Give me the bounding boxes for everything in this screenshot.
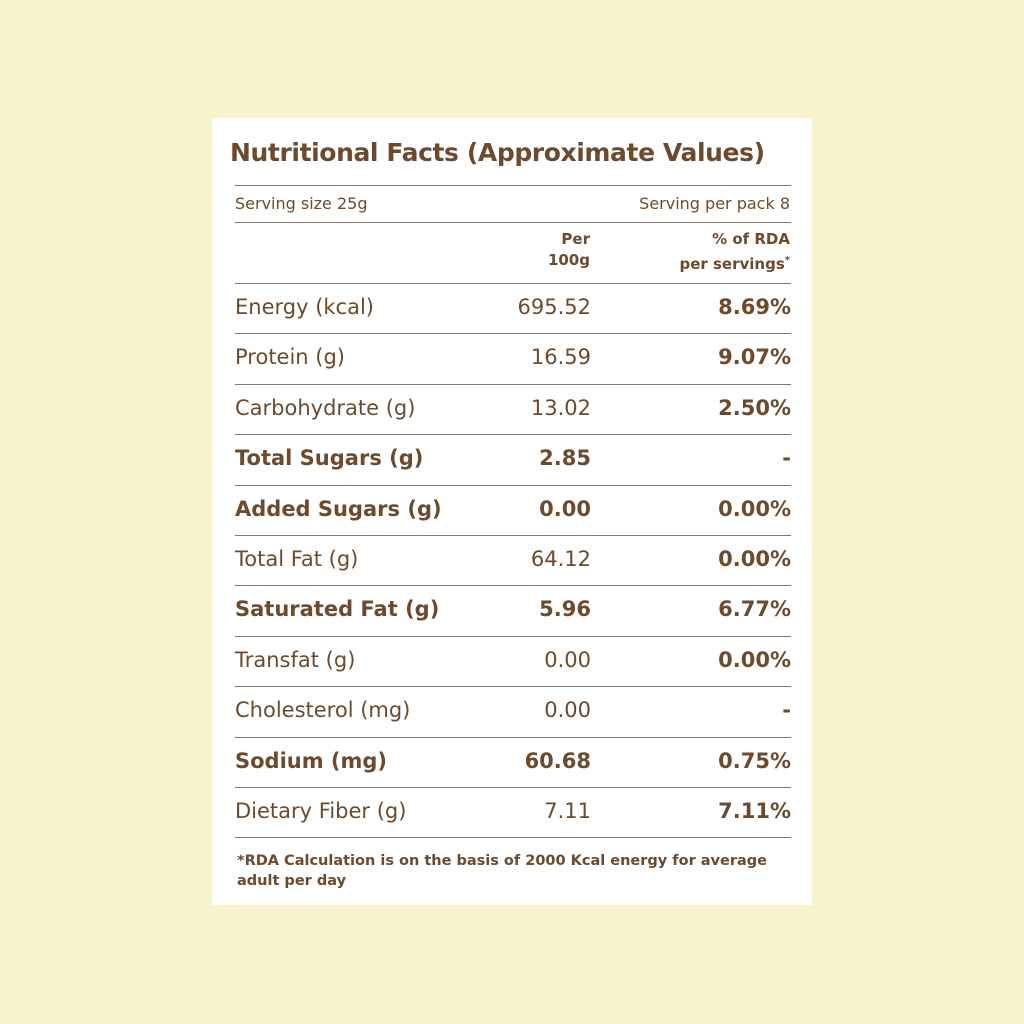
serving-per-pack: Serving per pack 8: [639, 194, 790, 213]
nutrient-per-100g: 7.11: [544, 799, 591, 823]
divider: [235, 185, 791, 186]
nutrient-row: [235, 636, 791, 686]
nutrient-row: [235, 585, 791, 635]
nutrient-label: Added Sugars (g): [235, 496, 442, 521]
rda-header-line1: % of RDA: [712, 230, 790, 248]
nutrient-per-100g: 64.12: [530, 547, 591, 571]
per-header-line2: 100g: [547, 251, 590, 269]
per-100g-column-header: [548, 229, 590, 271]
nutrient-rda-percent: 0.00%: [718, 496, 791, 521]
divider: [235, 837, 791, 838]
nutrient-rda-percent: 0.00%: [718, 647, 791, 672]
nutrient-rda-percent: -: [782, 698, 791, 723]
nutrient-label: Dietary Fiber (g): [235, 799, 407, 823]
nutrient-label: Total Fat (g): [235, 547, 359, 571]
nutrient-label: Sodium (mg): [235, 748, 388, 773]
nutrient-rda-percent: 8.69%: [718, 295, 791, 319]
nutrient-per-100g: 13.02: [530, 395, 591, 420]
nutrient-rda-percent: 0.75%: [718, 748, 791, 773]
nutrient-label: Carbohydrate (g): [235, 395, 416, 420]
nutrient-label: Transfat (g): [235, 647, 356, 672]
nutrient-per-100g: 5.96: [539, 597, 591, 622]
nutrient-row: [235, 737, 791, 787]
nutrient-label: Total Sugars (g): [235, 446, 424, 471]
nutrient-row: [235, 686, 791, 736]
nutrient-label: Cholesterol (mg): [235, 698, 411, 723]
rda-column-header: [679, 229, 790, 275]
nutrient-rda-percent: 0.00%: [718, 547, 791, 571]
panel-title: Nutritional Facts (Approximate Values): [230, 138, 765, 167]
nutrient-row: [235, 485, 791, 535]
nutrient-row: [235, 283, 791, 333]
nutrient-per-100g: 695.52: [517, 295, 591, 319]
nutrient-row: [235, 333, 791, 383]
nutrient-per-100g: 16.59: [530, 345, 591, 370]
rda-header-line2-text: per servings: [679, 255, 785, 273]
nutrient-rda-percent: 9.07%: [718, 345, 791, 370]
nutrient-rda-percent: 7.11%: [718, 799, 791, 823]
nutrient-label: Saturated Fat (g): [235, 597, 440, 622]
nutrient-rda-percent: 2.50%: [718, 395, 791, 420]
nutrient-rda-percent: 6.77%: [718, 597, 791, 622]
nutrient-row: [235, 434, 791, 484]
nutrient-row: [235, 384, 791, 434]
divider: [235, 222, 791, 223]
nutrient-per-100g: 0.00: [539, 496, 591, 521]
nutrient-per-100g: 60.68: [524, 748, 591, 773]
nutrient-label: Protein (g): [235, 345, 346, 370]
rda-footnote-mark: *: [784, 255, 790, 266]
nutrient-per-100g: 0.00: [544, 698, 591, 723]
rda-header-line2: [679, 250, 790, 275]
nutrient-per-100g: 0.00: [544, 647, 591, 672]
rda-footnote: *RDA Calculation is on the basis of 2000 Kcal energy for average adult per day: [237, 853, 767, 889]
nutrient-per-100g: 2.85: [539, 446, 591, 471]
nutrient-row: [235, 787, 791, 837]
per-header-line1: Per: [561, 230, 590, 248]
nutrient-label: Energy (kcal): [235, 295, 374, 319]
nutrition-facts-panel: [212, 118, 812, 905]
serving-size: Serving size 25g: [235, 194, 368, 213]
nutrient-row: [235, 535, 791, 585]
nutrient-rda-percent: -: [782, 446, 791, 471]
